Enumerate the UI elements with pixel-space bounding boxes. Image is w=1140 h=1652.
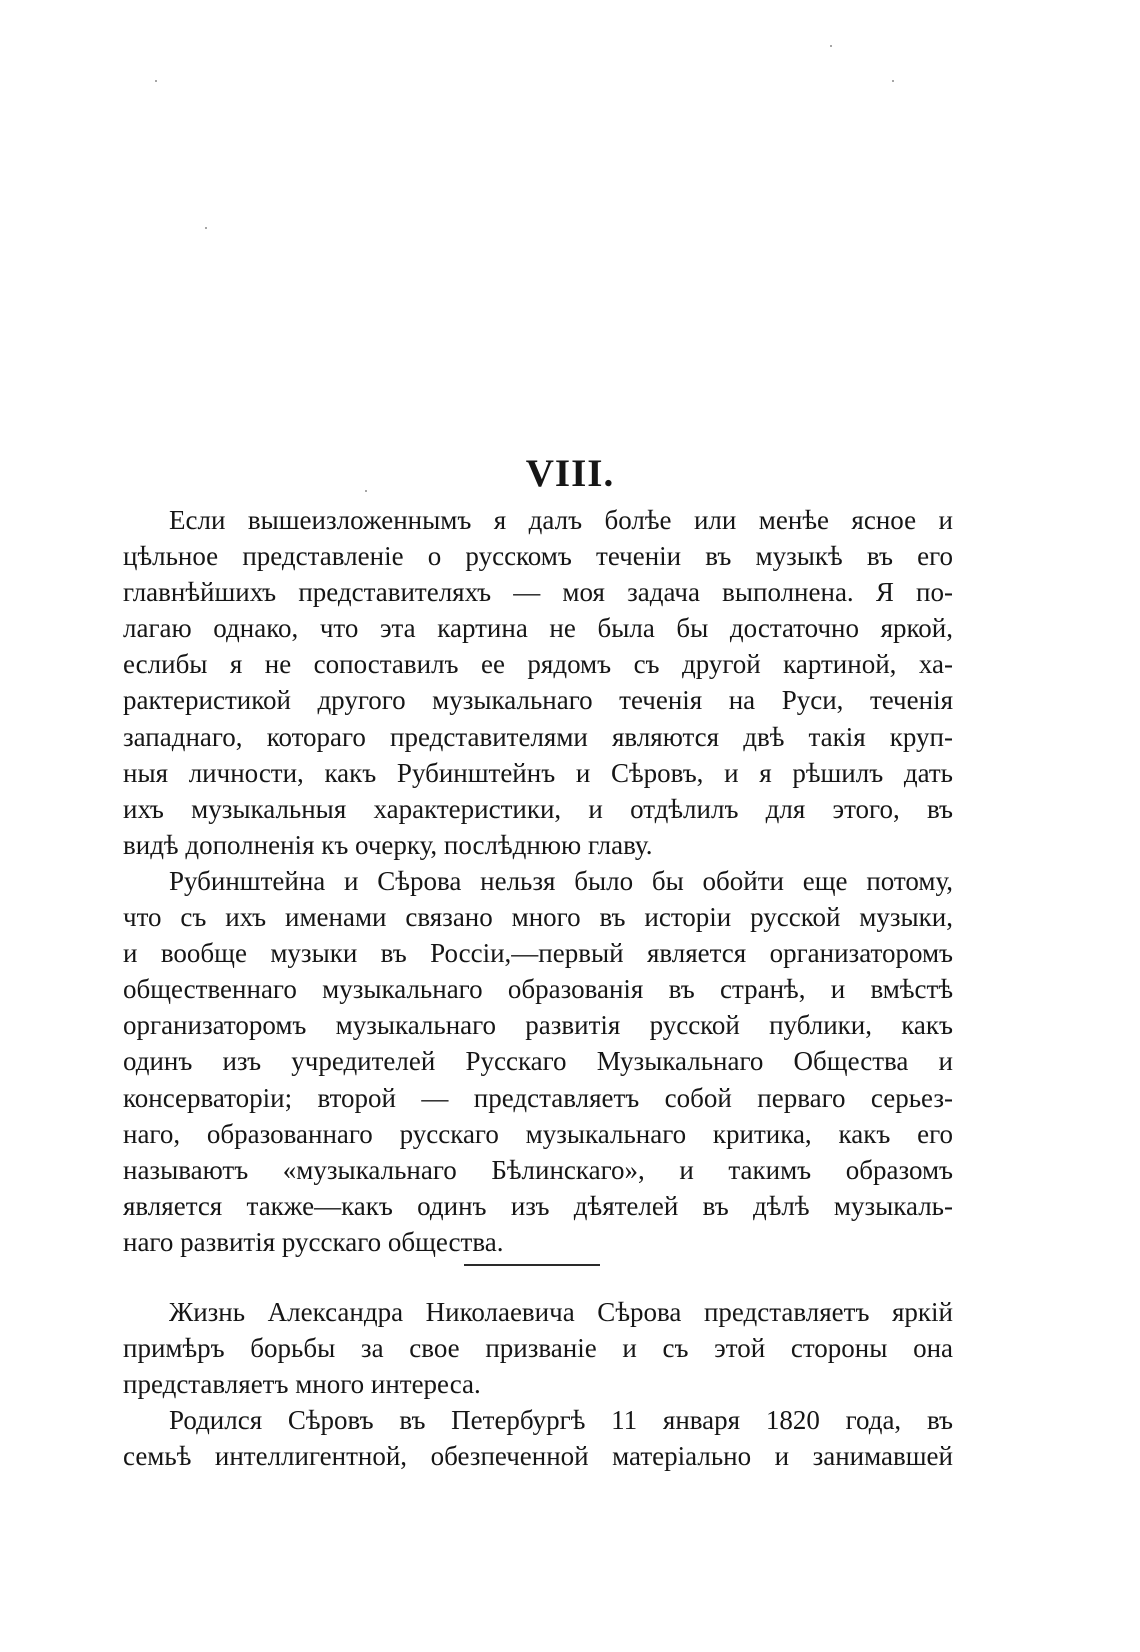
text-line: наго развитія русскаго общества.	[123, 1226, 504, 1257]
text-line: представляетъ много интереса.	[123, 1369, 481, 1400]
text-line: Жизнь Александра Николаевича Сѣрова представляетъ яркій	[169, 1297, 953, 1327]
section-2-text	[123, 1294, 953, 1474]
text-line: организаторомъ музыкальнаго развитія русской публики, какъ	[123, 1010, 953, 1041]
section-divider	[464, 1264, 600, 1266]
text-line: называютъ «музыкальнаго Бѣлинскаго», и такимъ образомъ	[123, 1154, 953, 1185]
print-speck	[155, 80, 157, 82]
paragraph-4	[123, 1402, 953, 1474]
text-line: цѣльное представленіе о русскомъ теченіи въ музыкѣ въ его	[123, 541, 953, 572]
text-line: наго, образованнаго русскаго музыкальнаго критика, какъ его	[123, 1118, 953, 1149]
text-line: еслибы я не сопоставилъ ее рядомъ съ другой картиной, ха-	[123, 649, 953, 680]
print-speck	[205, 227, 207, 229]
text-line: главнѣйшихъ представителяхъ — моя задача выполнена. Я по-	[123, 577, 953, 608]
text-line: Если вышеизложеннымъ я далъ болѣе или менѣе ясное и	[169, 505, 953, 535]
print-speck	[892, 80, 894, 82]
text-line: что съ ихъ именами связано много въ исторіи русской музыки,	[123, 902, 953, 933]
paragraph-1	[123, 502, 953, 863]
text-line: одинъ изъ учредителей Русскаго Музыкальнаго Общества и	[123, 1046, 953, 1077]
chapter-heading: VIII.	[525, 452, 615, 495]
text-line: общественнаго музыкальнаго образованія въ странѣ, и вмѣстѣ	[123, 974, 953, 1005]
text-line: видѣ дополненія къ очерку, послѣднюю главу.	[123, 829, 653, 860]
text-line: ныя личности, какъ Рубинштейнъ и Сѣровъ, и я рѣшилъ дать	[123, 757, 953, 788]
text-line: ихъ музыкальныя характеристики, и отдѣлилъ для этого, въ	[123, 793, 953, 824]
section-1-text	[123, 502, 953, 1260]
text-line: примѣръ борьбы за свое призваніе и съ этой стороны она	[123, 1333, 953, 1364]
text-line: семьѣ интеллигентной, обезпеченной матеріально и занимавшей	[123, 1441, 953, 1472]
text-line: рактеристикой другого музыкальнаго теченія на Руси, теченія	[123, 685, 953, 716]
text-line: Рубинштейна и Сѣрова нельзя было бы обойти еще потому,	[169, 865, 953, 896]
text-line: Родился Сѣровъ въ Петербургѣ 11 января 1820 года, въ	[169, 1405, 953, 1436]
text-line: западнаго, котораго представителями являются двѣ такія круп-	[123, 721, 953, 752]
print-speck	[830, 45, 832, 47]
text-line: и вообще музыки въ Россіи,—первый является организаторомъ	[123, 938, 953, 969]
paragraph-3	[123, 1294, 953, 1402]
paragraph-2	[123, 863, 953, 1260]
text-line: консерваторіи; второй — представляетъ собой перваго серьез-	[123, 1082, 953, 1113]
text-line: лагаю однако, что эта картина не была бы достаточно яркой,	[123, 613, 953, 644]
text-line: является также—какъ одинъ изъ дѣятелей въ дѣлѣ музыкаль-	[123, 1190, 953, 1221]
